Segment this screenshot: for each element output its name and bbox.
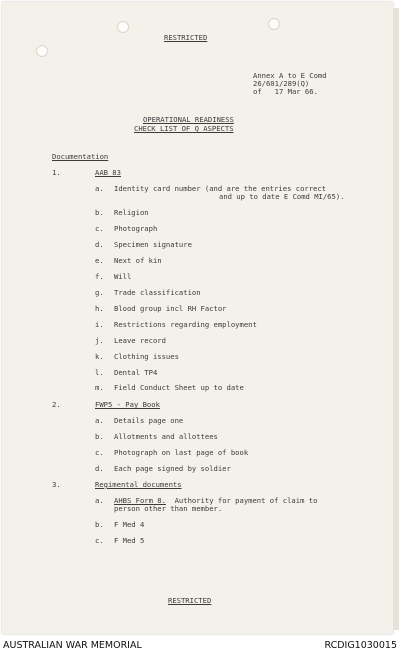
document-date: of 17 Mar 66. bbox=[253, 87, 318, 96]
sub-item-letter: g. bbox=[95, 288, 104, 297]
sub-item-letter: c. bbox=[95, 448, 104, 457]
sub-item-text: Specimen signature bbox=[114, 240, 192, 249]
sub-item-text: Allotments and allottees bbox=[114, 432, 218, 441]
sub-item-text: F Med 4 bbox=[114, 520, 145, 529]
archive-name: AUSTRALIAN WAR MEMORIAL bbox=[3, 640, 142, 651]
sub-item-text: Identity card number (and are the entries correct bbox=[114, 184, 327, 193]
item-number: 1. bbox=[52, 168, 61, 177]
classification-top: RESTRICTED bbox=[164, 33, 208, 42]
sub-item-text-continued: person other than member. bbox=[114, 504, 223, 513]
document-page bbox=[2, 2, 393, 634]
classification-bottom: RESTRICTED bbox=[168, 596, 212, 605]
sub-item-letter: b. bbox=[95, 208, 104, 217]
sub-item-text: Dental TP4 bbox=[114, 368, 158, 377]
sub-item-text: Next of kin bbox=[114, 256, 162, 265]
sub-item-text: Religion bbox=[114, 208, 149, 217]
sub-item-letter: b. bbox=[95, 432, 104, 441]
punch-hole bbox=[117, 21, 129, 33]
form-reference: AHBS Form 8. bbox=[114, 496, 166, 505]
page-edge bbox=[393, 8, 399, 630]
punch-hole bbox=[36, 45, 48, 57]
item-title: FWP5 - Pay Book bbox=[95, 400, 160, 409]
sub-item-letter: i. bbox=[95, 320, 104, 329]
sub-item-text: Trade classification bbox=[114, 288, 201, 297]
sub-item-letter: c. bbox=[95, 224, 104, 233]
sub-item-letter: l. bbox=[95, 368, 104, 377]
item-title: AAB 83 bbox=[95, 168, 121, 177]
sub-item-text: Details page one bbox=[114, 416, 184, 425]
sub-item-letter: e. bbox=[95, 256, 104, 265]
punch-hole bbox=[268, 18, 280, 30]
sub-item-text-continued: and up to date E Comd MI/65). bbox=[219, 192, 345, 201]
sub-item-letter: b. bbox=[95, 520, 104, 529]
sub-item-text: Blood group incl RH Factor bbox=[114, 304, 227, 313]
document-subtitle: CHECK LIST OF Q ASPECTS bbox=[134, 124, 234, 133]
sub-item-letter: a. bbox=[95, 184, 104, 193]
sub-item-letter: d. bbox=[95, 240, 104, 249]
sub-item-text: Photograph bbox=[114, 224, 158, 233]
sub-item-text: Leave record bbox=[114, 336, 166, 345]
sub-item-letter: k. bbox=[95, 352, 104, 361]
sub-item-text: Restrictions regarding employment bbox=[114, 320, 257, 329]
file-reference: 26/601/289(Q) bbox=[253, 79, 310, 88]
sub-item-letter: a. bbox=[95, 416, 104, 425]
sub-item-text: F Med 5 bbox=[114, 536, 145, 545]
sub-item-letter: a. bbox=[95, 496, 104, 505]
archive-record-id: RCDIG1030015 bbox=[324, 640, 397, 651]
archive-caption-bar bbox=[0, 636, 401, 654]
sub-item-text: Clothing issues bbox=[114, 352, 179, 361]
sub-item-text-rest: Authority for payment of claim to bbox=[165, 496, 318, 505]
sub-item-letter: j. bbox=[95, 336, 104, 345]
sub-item-letter: h. bbox=[95, 304, 104, 313]
sub-item-letter: d. bbox=[95, 464, 104, 473]
sub-item-text: Each page signed by soldier bbox=[114, 464, 231, 473]
item-number: 2. bbox=[52, 400, 61, 409]
sub-item-letter: f. bbox=[95, 272, 104, 281]
sub-item-text: Field Conduct Sheet up to date bbox=[114, 383, 244, 392]
sub-item-letter: m. bbox=[95, 383, 104, 392]
section-heading: Documentation bbox=[52, 152, 109, 161]
document-title: OPERATIONAL READINESS bbox=[143, 115, 234, 124]
sub-item-letter: c. bbox=[95, 536, 104, 545]
annex-reference: Annex A to E Comd bbox=[253, 71, 327, 80]
sub-item-text: Photograph on last page of book bbox=[114, 448, 249, 457]
item-title: Regimental documents bbox=[95, 480, 182, 489]
item-number: 3. bbox=[52, 480, 61, 489]
sub-item-text: Will bbox=[114, 272, 132, 281]
